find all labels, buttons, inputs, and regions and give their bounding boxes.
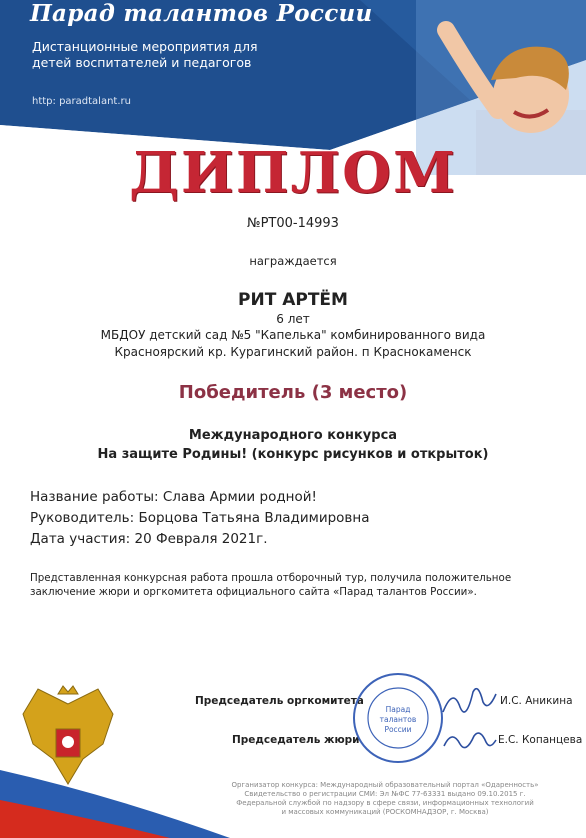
footer-line-1: Организатор конкурса: Международный образовательный портал «Одаренность» bbox=[231, 781, 539, 789]
diploma-title: ДИПЛОМ bbox=[129, 140, 457, 206]
svg-text:талантов: талантов bbox=[379, 715, 417, 724]
header-url: http: paradtalant.ru bbox=[32, 96, 131, 107]
chair-jury-label: Председатель жюри bbox=[232, 734, 360, 746]
recipient-organization: МБДОУ детский сад №5 "Капелька" комбинированного вида bbox=[100, 328, 486, 342]
footer-line-3: Федеральной службой по надзору в сфере связи, информационных технологий bbox=[236, 799, 534, 807]
svg-text:России: России bbox=[384, 725, 412, 734]
leader-name: Руководитель: Борцова Татьяна Владимировна bbox=[30, 510, 370, 526]
contest-type: Международного конкурса bbox=[188, 428, 398, 443]
brand-logo-text: Парад талантов России bbox=[30, 0, 373, 27]
chair-jury-name: Е.С. Копанцева bbox=[498, 734, 583, 746]
footer-line-4: и массовых коммуникаций (РОСКОМНАДЗОР, г. Москва) bbox=[281, 808, 489, 816]
signature-jury bbox=[440, 724, 498, 758]
recipient-location: Красноярский кр. Курагинский район. п Краснокаменск bbox=[114, 345, 472, 359]
chair-org-name: И.С. Аникина bbox=[500, 695, 573, 707]
official-stamp-icon bbox=[352, 672, 444, 764]
footer-legal bbox=[215, 781, 555, 817]
awarded-label: награждается bbox=[249, 254, 337, 268]
result-title: Победитель (3 место) bbox=[178, 382, 408, 403]
coat-of-arms-icon bbox=[18, 684, 118, 792]
diploma-number: №РТ00-14993 bbox=[247, 216, 339, 231]
header-subtitle: Дистанционные мероприятия для детей воспитателей и педагогов bbox=[32, 39, 258, 70]
svg-text:Парад: Парад bbox=[385, 705, 411, 714]
recipient-age: 6 лет bbox=[276, 312, 310, 326]
jury-note: Представленная конкурсная работа прошла отборочный тур, получила положительное заключение жюри и оргкомитета официального сайта «Парад талантов России». bbox=[30, 572, 512, 598]
signature-org bbox=[438, 682, 498, 720]
chair-org-label: Председатель оргкомитета bbox=[195, 695, 364, 707]
footer-line-2: Свидетельство о регистрации СМИ: Эл №ФС 77-63331 выдано 09.10.2015 г. bbox=[244, 790, 526, 798]
contest-name: На защите Родины! (конкурс рисунков и открыток) bbox=[97, 447, 489, 462]
participation-date: Дата участия: 20 Февраля 2021г. bbox=[30, 531, 268, 547]
work-title: Название работы: Слава Армии родной! bbox=[30, 489, 317, 505]
recipient-name: РИТ АРТЁМ bbox=[238, 290, 348, 310]
